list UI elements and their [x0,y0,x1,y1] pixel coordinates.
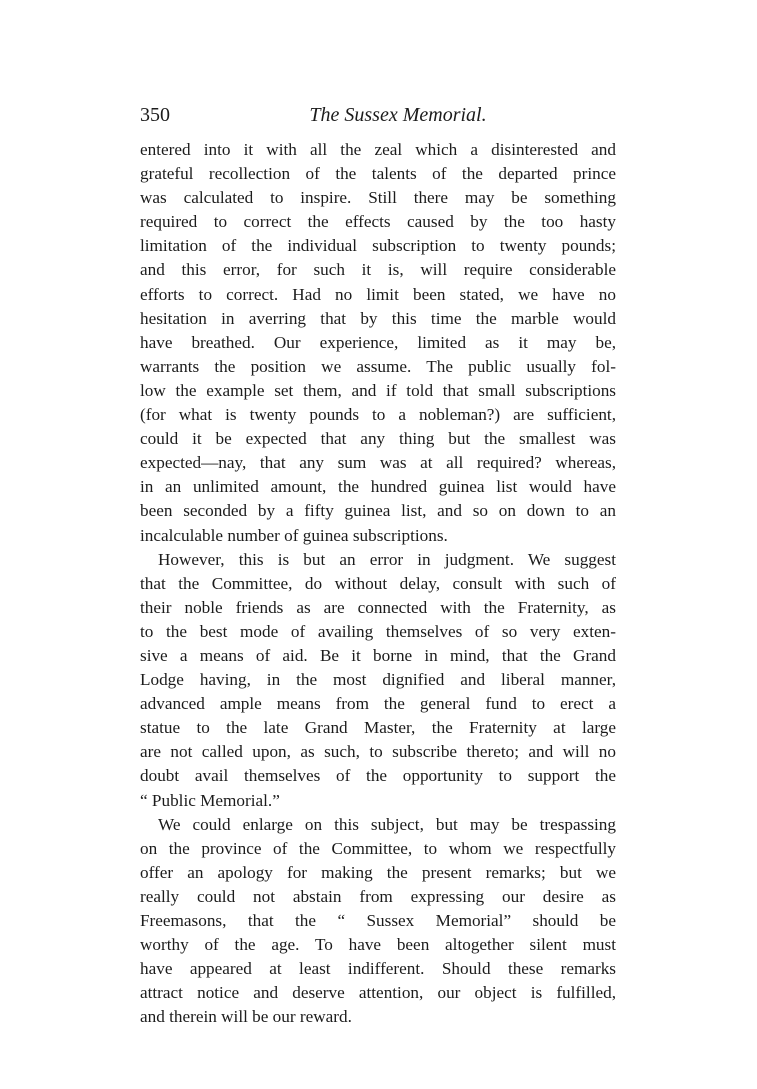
text-line: warrants the position we assume. The public usually fol- [140,356,616,376]
text-line: to the best mode of availing themselves of so very exten- [140,621,616,641]
text-line: worthy of the age. To have been altogether silent must [140,935,616,955]
page-header [140,104,616,132]
text-line: “ Public Memorial.” [140,790,280,810]
text-line: and therein will be our reward. [140,1007,352,1027]
text-line: in an unlimited amount, the hundred guinea list would have [140,477,616,497]
text-line: really could not abstain from expressing our desire as [140,886,616,906]
text-line: was calculated to inspire. Still there may be something [140,188,616,208]
text-line: However, this is but an error in judgment. We suggest [158,549,616,569]
text-line: been seconded by a fifty guinea list, and so on down to an [140,501,616,521]
text-line: incalculable number of guinea subscriptions. [140,525,448,545]
paragraph-3 [140,813,616,1030]
text-line: hesitation in averring that by this time the marble would [140,308,616,328]
text-line: offer an apology for making the present remarks; but we [140,862,616,882]
text-line: Freemasons, that the “ Sussex Memorial” should be [140,911,616,930]
text-line: are not called upon, as such, to subscribe thereto; and will no [140,742,616,762]
text-line: low the example set them, and if told that small subscriptions [140,380,616,400]
text-line: limitation of the individual subscription to twenty pounds; [140,236,616,256]
text-line: We could enlarge on this subject, but may be trespassing [158,814,616,834]
text-line: expected—nay, that any sum was at all required? whereas, [140,453,616,473]
text-line: that the Committee, do without delay, consult with such of [140,573,616,593]
text-line: sive a means of aid. Be it borne in mind, that the Grand [140,645,616,665]
text-line: entered into it with all the zeal which a disinterested and [140,140,616,159]
paragraph-2 [140,548,616,813]
text-line: (for what is twenty pounds to a nobleman?) are sufficient, [140,405,616,425]
text-line: have appeared at least indifferent. Should these remarks [140,959,616,979]
text-line: grateful recollection of the talents of the departed prince [140,164,616,184]
text-line: required to correct the effects caused by the too hasty [140,212,616,232]
text-line: on the province of the Committee, to whom we respectfully [140,838,616,858]
paragraph-1 [140,138,616,548]
text-line: could it be expected that any thing but the smallest was [140,429,616,449]
text-line: statue to the late Grand Master, the Fraternity at large [140,718,616,738]
text-line: and this error, for such it is, will require considerable [140,260,616,280]
text-line: advanced ample means from the general fund to erect a [140,694,616,714]
running-title: The Sussex Memorial. [309,104,487,126]
text-line: doubt avail themselves of the opportunity to support the [140,766,616,786]
text-line: attract notice and deserve attention, our object is fulfilled, [140,983,616,1003]
text-line: Lodge having, in the most dignified and liberal manner, [140,670,616,690]
text-line: have breathed. Our experience, limited as it may be, [140,332,616,352]
body-text [140,138,616,1029]
text-line: their noble friends as are connected with the Fraternity, as [140,597,616,617]
text-line: efforts to correct. Had no limit been stated, we have no [140,284,616,304]
page-number: 350 [140,104,170,126]
